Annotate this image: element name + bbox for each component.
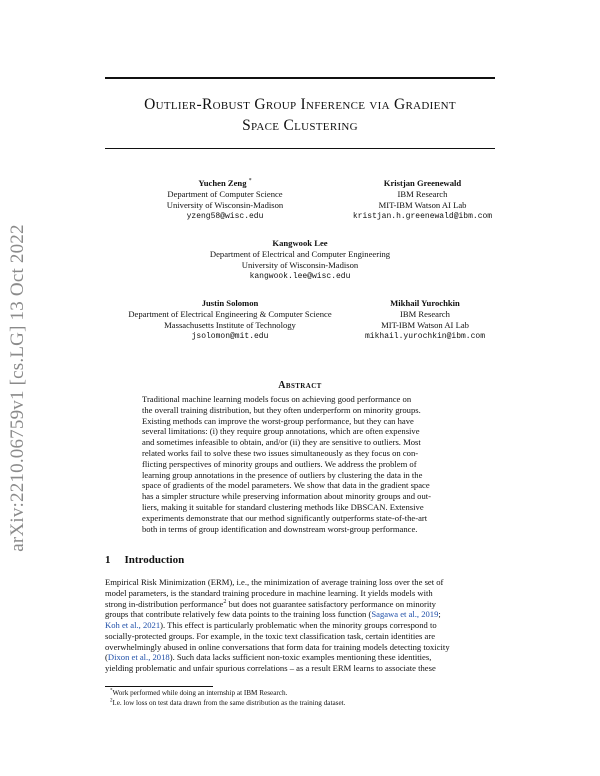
section-number: 1 <box>105 554 111 566</box>
author-name: Yuchen Zeng <box>198 178 247 188</box>
author-email: kristjan.h.greenewald@ibm.com <box>352 212 493 221</box>
author-affiliation: Massachusetts Institute of Technology <box>164 320 296 330</box>
author-footnote-mark: * <box>248 178 252 185</box>
arxiv-identifier: arXiv:2210.06759v1 [cs.LG] 13 Oct 2022 <box>7 224 28 552</box>
abstract-text <box>142 394 458 534</box>
author-email: yzeng58@wisc.edu <box>186 212 264 221</box>
citation-link-koh[interactable]: Koh et al., 2021 <box>105 620 161 630</box>
abstract-line: experiments demonstrate that our method significantly outperforms state-of-the-art <box>142 512 428 523</box>
abstract-line: and sometimes infeasible to obtain, and/or (ii) they are sensitive to outliers. Most <box>142 437 421 448</box>
author-email: kangwook.lee@wisc.edu <box>249 272 351 281</box>
author-block-greenewald <box>325 178 520 222</box>
abstract-line: related works fail to solve these two issues simultaneously as they focus on con- <box>142 447 419 458</box>
author-name: Kangwook Lee <box>272 238 328 248</box>
abstract-line: flicting perspectives of minority groups and outliers. We address the problem of <box>142 458 417 469</box>
footnote-rule <box>105 686 213 687</box>
author-affiliation: MIT-IBM Watson AI Lab <box>381 320 469 330</box>
abstract-line: both in terms of group identification and downstream worst-group performance. <box>142 523 418 534</box>
abstract-line: several limitations: (i) they require group annotations, which are often expensive <box>142 426 420 437</box>
body-line: model parameters, is the standard training procedure in machine learning. It yields models with <box>105 587 433 598</box>
abstract-heading: Abstract <box>278 380 322 391</box>
author-affiliation: University of Wisconsin-Madison <box>241 260 359 270</box>
footnote-1 <box>110 689 500 698</box>
introduction-paragraph <box>105 577 495 674</box>
abstract-line: has a simpler structure while preserving information about minority groups and out- <box>142 491 432 502</box>
author-name: Justin Solomon <box>201 298 259 308</box>
footnote-mark: 2 <box>110 698 113 704</box>
footnote-ref-2[interactable]: 2 <box>223 598 227 605</box>
author-email: mikhail.yurochkin@ibm.com <box>364 332 486 341</box>
body-line: socially-protected groups. For example, in the toxic text classification task, certain identities are <box>105 630 436 641</box>
body-line: groups that contribute relatively few data points to the training loss function (Sagawa et al., 2019; <box>105 609 441 620</box>
author-affiliation: University of Wisconsin-Madison <box>166 200 284 210</box>
author-block-solomon <box>105 298 355 342</box>
title-bottom-rule <box>105 148 495 149</box>
body-line: Koh et al., 2021). This effect is particularly problematic when the minority groups correspond to <box>105 620 437 630</box>
citation-link-sagawa[interactable]: Sagawa et al., 2019 <box>371 609 439 620</box>
body-line: yielding problematic and unfair spurious correlations – as a result ERM learns to associate these <box>105 663 436 673</box>
footnote-text: I.e. low loss on test data drawn from the same distribution as the training dataset. <box>112 699 346 707</box>
abstract-line: liers, making it suitable for standard clustering methods like DBSCAN. Extensive <box>142 501 424 512</box>
author-affiliation: MIT-IBM Watson AI Lab <box>378 200 467 210</box>
author-affiliation: Department of Computer Science <box>167 189 283 199</box>
author-block-lee <box>150 238 450 282</box>
body-line: overwhelmingly abused in online conversations that form data for training models detecting toxicity <box>105 641 450 652</box>
body-line: (Dixon et al., 2018). Such data lacks sufficient non-toxic examples mentioning these identities, <box>105 652 432 663</box>
footnote-2 <box>110 699 500 708</box>
section-title: Introduction <box>124 554 185 566</box>
body-line: strong in-distribution performance$^2$ but does not guarantee satisfactory performance on minority <box>105 598 436 609</box>
author-block-zeng <box>150 178 300 222</box>
author-email: jsolomon@mit.edu <box>191 332 269 341</box>
abstract-line: Traditional machine learning models focus on achieving good performance on <box>142 394 412 404</box>
footnote-mark: * <box>110 688 113 694</box>
author-affiliation: Department of Electrical and Computer Engineering <box>209 249 391 259</box>
paper-title-line-1: Outlier-Robust Group Inference via Gradient <box>144 96 456 113</box>
paper-title-line-2: Space Clustering <box>242 117 358 134</box>
abstract-line: learning group annotations in the presence of outliers by clustering the data in the <box>142 469 423 480</box>
author-name: Mikhail Yurochkin <box>390 298 460 308</box>
author-affiliation: Department of Electrical Engineering & Computer Science <box>128 309 332 319</box>
abstract-line: space of gradients of the model parameters. We show that data in the gradient space <box>142 480 430 491</box>
author-name: Kristjan Greenewald <box>383 178 462 188</box>
title-top-rule <box>105 77 495 79</box>
body-line: Empirical Risk Minimization (ERM), i.e., the minimization of average training loss over the set of <box>105 577 444 587</box>
abstract-line: the overall training distribution, but they often underperform on minority groups. <box>142 404 421 415</box>
abstract-line: Existing methods can improve the worst-group performance, but they can have <box>142 415 414 426</box>
author-affiliation: IBM Research <box>400 309 450 319</box>
section-heading <box>105 554 184 566</box>
author-block-yurochkin <box>345 298 505 342</box>
citation-link-dixon[interactable]: Dixon et al., 2018 <box>107 652 170 663</box>
author-affiliation: IBM Research <box>397 189 448 199</box>
footnote-text: Work performed while doing an internship at IBM Research. <box>112 689 288 697</box>
